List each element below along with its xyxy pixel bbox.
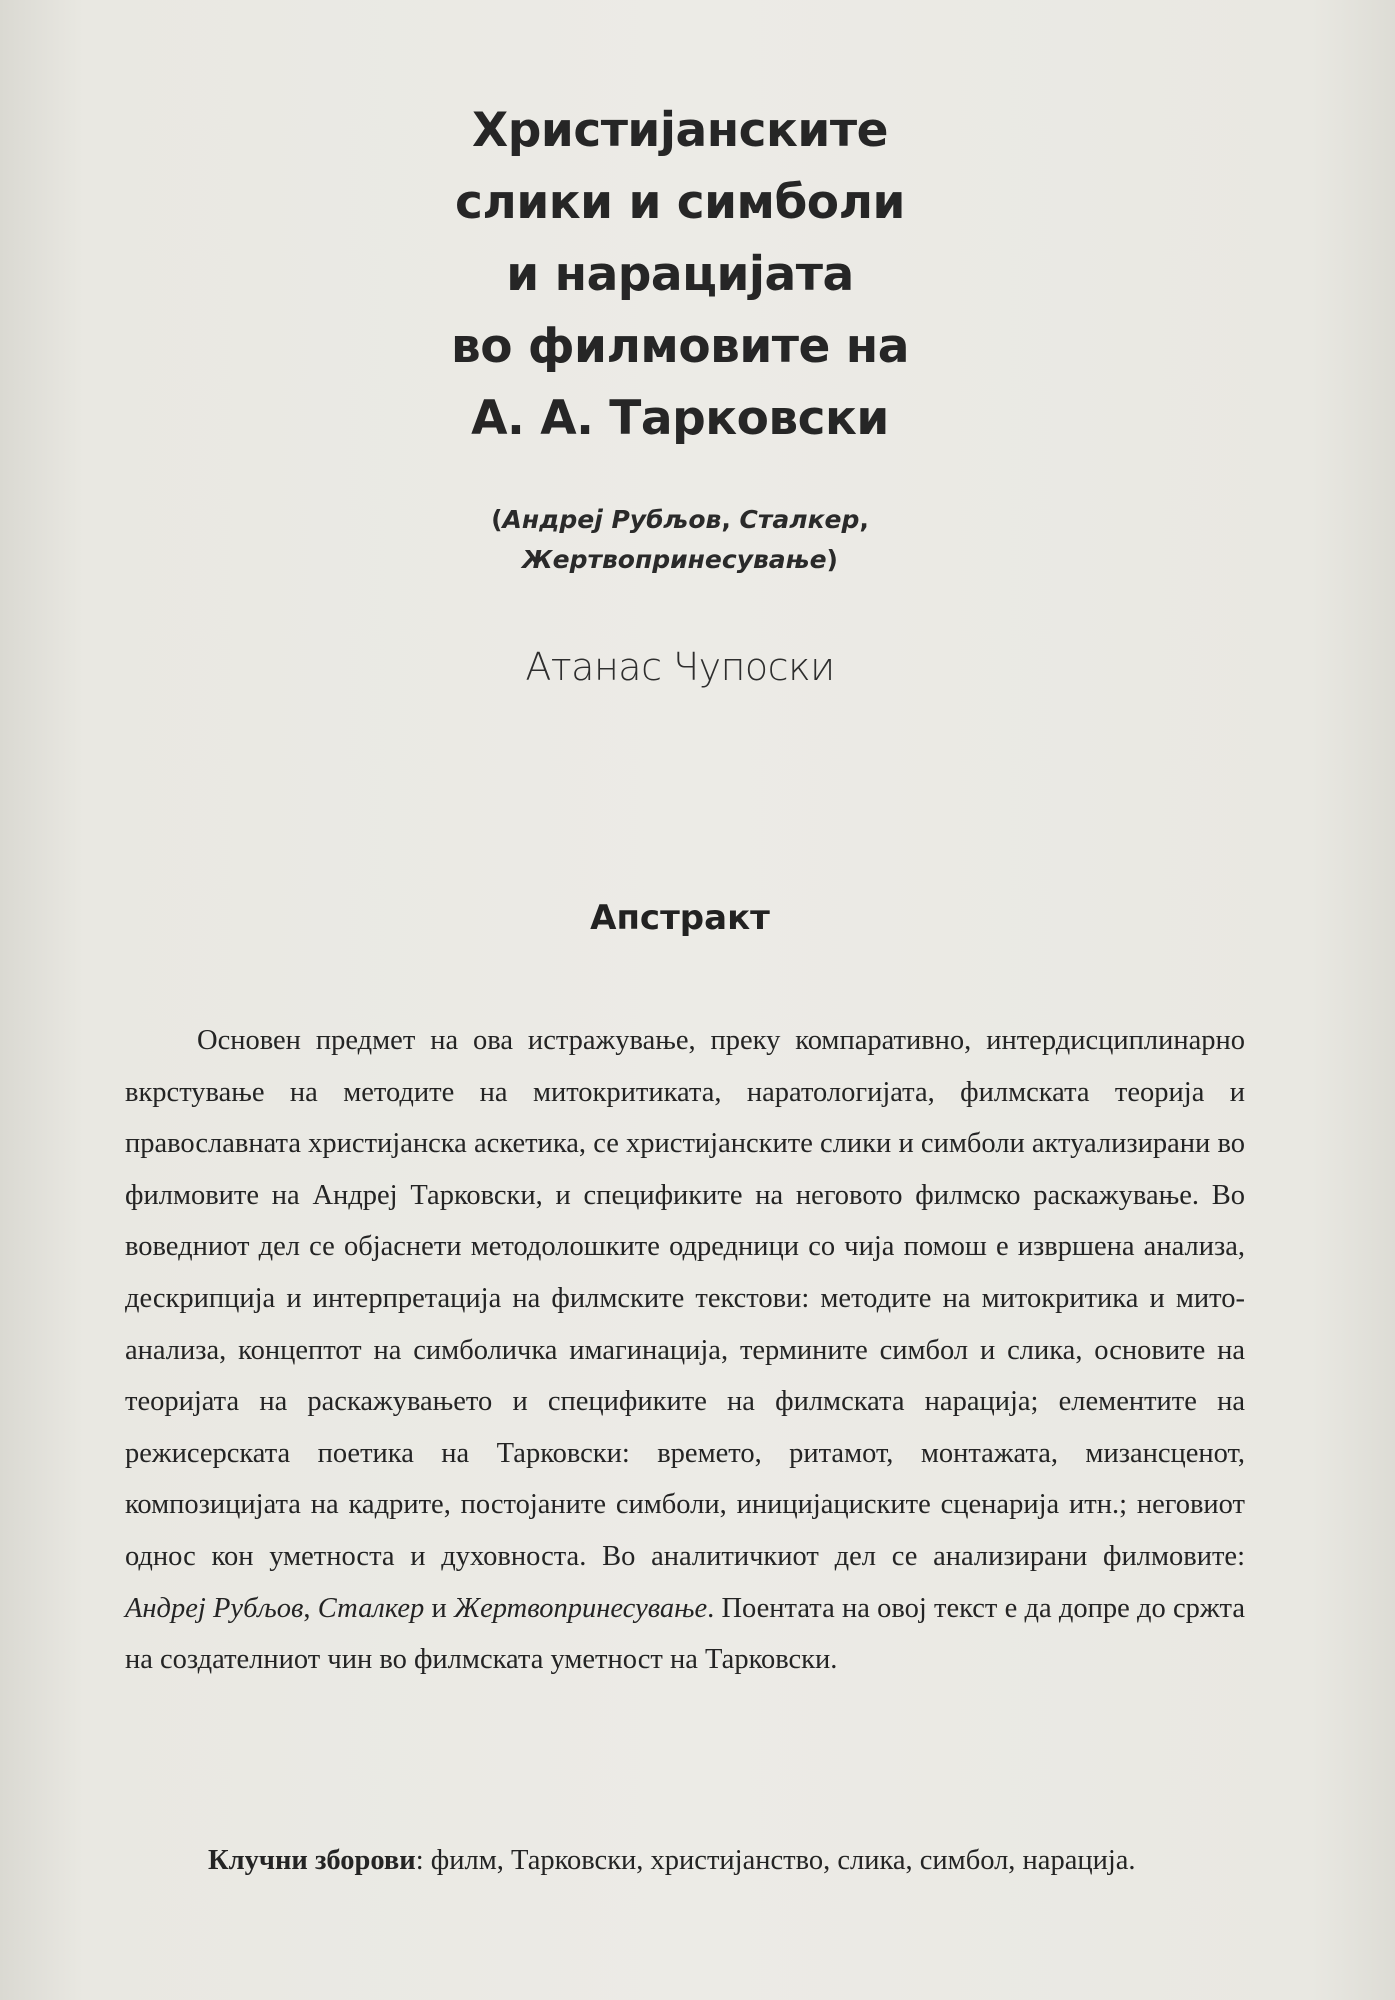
article-subtitle xyxy=(330,500,1030,580)
abstract-conjunction: и xyxy=(424,1592,455,1624)
title-line: А. А. Тарковски xyxy=(471,391,889,446)
subtitle-paren-open: ( xyxy=(491,505,503,534)
author-name: Атанас Чупоски xyxy=(525,645,835,689)
film-title: Сталкер xyxy=(739,505,860,534)
title-line: слики и симболи xyxy=(455,175,905,230)
keywords-list: : филм, Тарковски, христијанство, слика, симбол, нарација. xyxy=(415,1845,1136,1876)
abstract-text: . Поентата на овој текст е да допре до сржта на создателниот чин во филмската уметност на Тарковски. xyxy=(125,1592,1245,1676)
film-title: Жертвопринесување xyxy=(454,1592,708,1624)
abstract-paragraph xyxy=(125,1015,1245,1686)
section-heading: Апстракт xyxy=(590,898,770,938)
article-title xyxy=(330,95,1030,455)
film-title: Жертвопринесување xyxy=(522,545,827,574)
title-line: и нарацијата xyxy=(506,247,854,302)
title-line: во филмовите на xyxy=(451,319,909,374)
subtitle-paren-close: ) xyxy=(826,545,838,574)
film-title: Сталкер xyxy=(317,1592,425,1624)
keywords-label: Клучни зборови xyxy=(208,1845,416,1876)
subtitle-separator: , xyxy=(721,505,740,534)
abstract-text: Основен предмет на ова истражување, преку компаративно, интердисциплинарно вкрстување на методите на митокритиката, наратологијата, филмската теорија и православната христијанска аскетика, се христијанските слики и симболи актуализирани во филмовите на Андреј Тарковски, и спецификите на неговото филмско раскажување. Во воведниот дел се објаснети методолошките одредници со чија помош е извршена анализа, дескрипција и интерпретација на филмските текстови: методите на митокритика и митоанализа, концептот на симболичка имагинација, термините симбол и слика, основите на теоријата на раскажувањето и спецификите на филмската нарација; елементите на режисерската поетика на Тарковски: времето, ритамот, монтажата, мизансценот, композицијата на кадрите, постојаните симболи, иницијациските сценарија итн.; неговиот однос кон уметноста и духовноста. Во аналитичкиот дел се анализирани филмовите: xyxy=(125,1025,1245,1572)
abstract-separator: , xyxy=(303,1592,318,1624)
title-line: Христијанските xyxy=(472,103,888,158)
subtitle-separator: , xyxy=(859,505,869,534)
film-title: Андреј Рубљов xyxy=(125,1592,304,1624)
film-title: Андреј Рубљов xyxy=(502,505,722,534)
keywords-paragraph xyxy=(130,1836,1245,1885)
